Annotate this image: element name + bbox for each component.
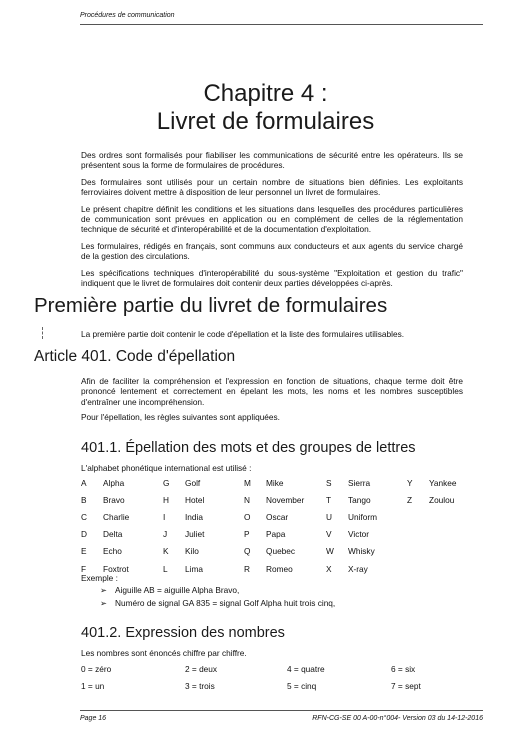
chapter-name: Livret de formulaires bbox=[156, 108, 375, 135]
alphabet-codeword: Romeo bbox=[266, 564, 293, 574]
list-item bbox=[100, 584, 335, 597]
number-cell: 4 = quatre bbox=[287, 664, 325, 674]
alphabet-codeword: Uniform bbox=[348, 512, 378, 522]
alphabet-codeword: Yankee bbox=[429, 478, 457, 488]
intro-paragraph: Des ordres sont formalisés pour fiabiliser les communications de sécurité entre les opérateurs. Ils se présentent sous la forme de formulaires de procédures. bbox=[81, 150, 463, 171]
example-list bbox=[100, 584, 335, 610]
alphabet-letter: O bbox=[244, 512, 251, 522]
alphabet-letter: R bbox=[244, 564, 250, 574]
alphabet-letter: S bbox=[326, 478, 332, 488]
alphabet-codeword: India bbox=[185, 512, 203, 522]
section-title-4011: 401.1. Épellation des mots et des groupes de lettres bbox=[81, 440, 416, 456]
alphabet-letter: G bbox=[163, 478, 170, 488]
alphabet-codeword: Alpha bbox=[103, 478, 125, 488]
alphabet-codeword: Victor bbox=[348, 529, 370, 539]
alphabet-codeword: Hotel bbox=[185, 495, 205, 505]
alphabet-codeword: Delta bbox=[103, 529, 123, 539]
alphabet-codeword: Quebec bbox=[266, 546, 296, 556]
chapter-title bbox=[0, 80, 531, 136]
alphabet-codeword: November bbox=[266, 495, 305, 505]
alphabet-letter: M bbox=[244, 478, 251, 488]
alphabet-codeword: Zoulou bbox=[429, 495, 455, 505]
alphabet-codeword: Juliet bbox=[185, 529, 205, 539]
part-description: La première partie doit contenir le code d'épellation et la liste des formulaires utilisables. bbox=[81, 329, 405, 339]
alphabet-letter: T bbox=[326, 495, 332, 505]
alphabet-intro: L'alphabet phonétique international est utilisé : bbox=[81, 463, 252, 473]
header-rule bbox=[80, 24, 483, 25]
chapter-intro bbox=[81, 150, 463, 294]
alphabet-letter: Y bbox=[407, 478, 413, 488]
running-header: Procédures de communication bbox=[80, 12, 175, 19]
intro-paragraph: Les spécifications techniques d'interopérabilité du sous-système "Exploitation et gestion du trafic" indiquent que le livret de formulaires doit contenir deux parties développées ci-après. bbox=[81, 267, 463, 289]
alphabet-codeword: Kilo bbox=[185, 546, 199, 556]
alphabet-letter: I bbox=[163, 512, 166, 522]
alphabet-codeword: Papa bbox=[266, 529, 286, 539]
alphabet-codeword: Bravo bbox=[103, 495, 125, 505]
alphabet-letter: D bbox=[81, 529, 87, 539]
alphabet-letter: Z bbox=[407, 495, 413, 505]
alphabet-letter: B bbox=[81, 495, 87, 505]
page-number: Page 16 bbox=[80, 715, 107, 722]
example-label: Exemple : bbox=[81, 573, 118, 583]
number-cell: 6 = six bbox=[391, 664, 416, 674]
article-title: Article 401. Code d'épellation bbox=[34, 348, 236, 365]
alphabet-letter: W bbox=[326, 546, 334, 556]
intro-paragraph: Des formulaires sont utilisés pour un certain nombre de situations bien définies. Les exploitants ferroviaires doivent mettre à disposition de leur personnel un livret de formulaires. bbox=[81, 176, 463, 198]
article-paragraph: Afin de faciliter la compréhension et l'expression en fonction de situations, chaque terme doit être prononcé lentement et correctement en épelant les mots, les noms et les nombres susceptibles d'entraîner une incompréhension. bbox=[81, 376, 463, 407]
alphabet-letter: N bbox=[244, 495, 250, 505]
number-cell: 3 = trois bbox=[185, 681, 215, 691]
alphabet-codeword: Whisky bbox=[348, 546, 375, 556]
alphabet-letter: X bbox=[326, 564, 332, 574]
alphabet-letter: E bbox=[81, 546, 87, 556]
alphabet-codeword: Echo bbox=[103, 546, 122, 556]
arrow-bullet-icon: ➢ bbox=[100, 585, 107, 595]
number-cell: 0 = zéro bbox=[81, 664, 112, 674]
alphabet-letter: V bbox=[326, 529, 332, 539]
alphabet-letter: U bbox=[326, 512, 332, 522]
alphabet-letter: F bbox=[81, 564, 87, 574]
alphabet-codeword: Tango bbox=[348, 495, 371, 505]
alphabet-letter: P bbox=[244, 529, 250, 539]
numbers-intro: Les nombres sont énoncés chiffre par chiffre. bbox=[81, 648, 247, 658]
arrow-bullet-icon: ➢ bbox=[100, 598, 107, 608]
example-text: Aiguille AB = aiguille Alpha Bravo, bbox=[115, 585, 240, 595]
alphabet-letter: J bbox=[163, 529, 168, 539]
footer-rule bbox=[80, 710, 483, 711]
alphabet-letter: K bbox=[163, 546, 169, 556]
number-cell: 7 = sept bbox=[391, 681, 421, 691]
article-intro bbox=[81, 376, 463, 428]
number-cell: 2 = deux bbox=[185, 664, 218, 674]
number-cell: 1 = un bbox=[81, 681, 105, 691]
alphabet-letter: A bbox=[81, 478, 87, 488]
alphabet-codeword: Charlie bbox=[103, 512, 130, 522]
alphabet-codeword: Sierra bbox=[348, 478, 371, 488]
alphabet-codeword: X-ray bbox=[348, 564, 368, 574]
alphabet-codeword: Mike bbox=[266, 478, 284, 488]
intro-paragraph: Le présent chapitre définit les conditions et les situations dans lesquelles des procédures particulières de communication sont prévues en application ou en complément de celles de la réglementation technique de sécurité et d'interopérabilité et de la documentation d'exploitation. bbox=[81, 203, 463, 235]
document-reference: RFN-CG-SE 00 A-00-n°004- Version 03 du 14-12-2016 bbox=[312, 715, 483, 722]
part-title: Première partie du livret de formulaires bbox=[34, 294, 388, 317]
list-item bbox=[100, 597, 335, 610]
article-paragraph: Pour l'épellation, les règles suivantes sont appliquées. bbox=[81, 412, 280, 423]
alphabet-letter: L bbox=[163, 564, 168, 574]
example-text: Numéro de signal GA 835 = signal Golf Alpha huit trois cinq, bbox=[115, 598, 336, 608]
chapter-number: Chapitre 4 : bbox=[203, 80, 328, 107]
alphabet-codeword: Lima bbox=[185, 564, 203, 574]
section-title-4012: 401.2. Expression des nombres bbox=[81, 625, 285, 641]
alphabet-codeword: Golf bbox=[185, 478, 201, 488]
number-cell: 5 = cinq bbox=[287, 681, 317, 691]
alphabet-codeword: Oscar bbox=[266, 512, 289, 522]
alphabet-letter: C bbox=[81, 512, 87, 522]
alphabet-letter: Q bbox=[244, 546, 251, 556]
intro-paragraph: Les formulaires, rédigés en français, sont communs aux conducteurs et aux agents du service chargé de la gestion des circulations. bbox=[81, 240, 463, 262]
alphabet-codeword: Foxtrot bbox=[103, 564, 129, 574]
change-bar bbox=[42, 327, 43, 339]
alphabet-letter: H bbox=[163, 495, 169, 505]
